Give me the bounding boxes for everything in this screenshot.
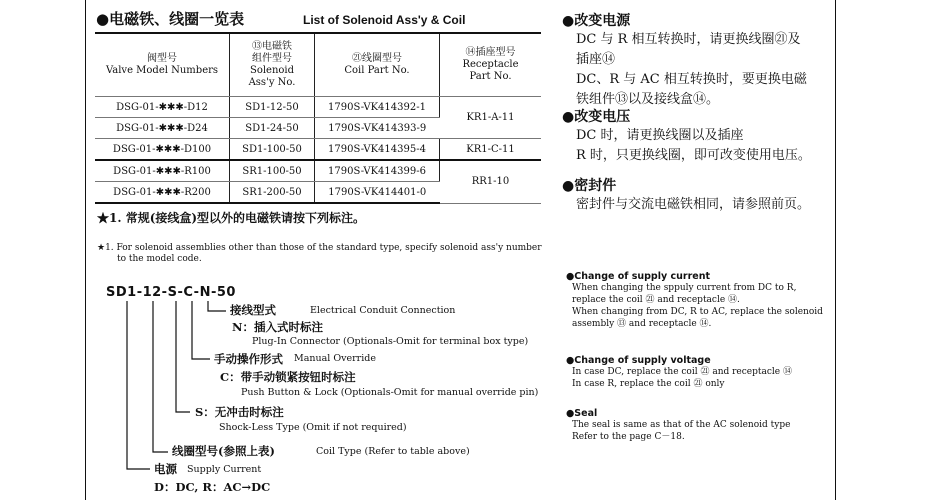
header-coil-cn: ㉑线圈型号 xyxy=(352,53,402,64)
right-cn-section-seal xyxy=(562,175,832,215)
label-supply-en: Supply Current xyxy=(187,464,262,475)
label-supply-types: D：DC, R：AC→DC xyxy=(154,480,271,494)
cell-coil: 1790S-VK414395-4 xyxy=(315,139,440,161)
section-line: 插座⑭ xyxy=(576,52,616,67)
cell-solenoid: SD1-100-50 xyxy=(230,139,315,161)
leader-conduit xyxy=(208,301,226,311)
cell-coil: 1790S-VK414392-1 xyxy=(315,97,440,118)
section-heading: ●Seal xyxy=(566,408,598,419)
section-line: When changing the sppuly current from DC to R, xyxy=(572,283,797,293)
right-cn-section-voltage xyxy=(562,106,832,166)
label-plugin-cn: N：插入式时标注 xyxy=(232,320,324,334)
cell-receptacle: RR1-10 xyxy=(440,160,542,203)
cell-valve: DSG-01-✱✱✱-D100 xyxy=(95,139,230,161)
cell-solenoid: SR1-200-50 xyxy=(230,182,315,204)
section-line: 铁组件⑬以及接线盒⑭。 xyxy=(576,92,720,107)
cell-coil: 1790S-VK414399-6 xyxy=(315,160,440,182)
model-code: SD1-12-S-C-N-50 xyxy=(106,285,236,300)
cell-valve: DSG-01-✱✱✱-R200 xyxy=(95,182,230,204)
table-title-en: List of Solenoid Ass'y & Coil xyxy=(303,13,466,27)
section-heading: ●Change of supply current xyxy=(566,271,711,282)
section-line: DC 时，请更换线圈以及插座 xyxy=(576,128,744,143)
cell-receptacle: KR1-C-11 xyxy=(440,139,542,161)
section-heading: ●改变电压 xyxy=(562,109,631,125)
section-line: 密封件与交流电磁铁相同，请参照前页。 xyxy=(576,197,811,212)
leader-shockless xyxy=(176,301,190,412)
label-coil-type-en: Coil Type (Refer to table above) xyxy=(316,446,470,457)
header-valve-cn: 阀型号 xyxy=(147,53,177,64)
leader-manual-override xyxy=(192,301,210,359)
right-en-section-seal xyxy=(566,408,832,443)
right-cn-section-supply xyxy=(562,10,832,110)
cell-valve: DSG-01-✱✱✱-D24 xyxy=(95,118,230,139)
cell-coil: 1790S-VK414401-0 xyxy=(315,182,440,204)
table-title-cn: ●电磁铁、线圈一览表 xyxy=(96,10,245,28)
leader-supply-current xyxy=(127,301,150,469)
label-plugin-en: Plug-In Connector (Optionals-Omit for terminal box type) xyxy=(252,336,529,347)
header-receptacle-en: Receptacle Part No. xyxy=(462,59,519,82)
note-cn: ★1. 常规(接线盒)型以外的电磁铁请按下列标注。 xyxy=(97,211,366,225)
section-heading: ●Change of supply voltage xyxy=(566,355,711,366)
section-line: DC 与 R 相互转换时，请更换线圈㉑及 xyxy=(576,32,801,47)
header-receptacle-cn: ⑭插座型号 xyxy=(465,47,516,58)
label-supply-cn: 电源 xyxy=(154,462,177,476)
label-shockless-cn: S：无冲击时标注 xyxy=(195,405,284,419)
section-line: DC、R 与 AC 相互转换时，要更换电磁 xyxy=(576,72,807,87)
label-conduit-en: Electrical Conduit Connection xyxy=(310,305,456,316)
header-solenoid-cn: ⑬电磁铁 组件型号 xyxy=(252,41,292,64)
header-solenoid-en: Solenoid Ass'y No. xyxy=(248,65,296,88)
section-line: R 时，只更换线圈，即可改变使用电压。 xyxy=(576,148,811,163)
section-line: The seal is same as that of the AC solenoid type xyxy=(572,420,791,430)
section-line: Refer to the page C－18. xyxy=(572,432,685,442)
label-coil-type-cn: 线圈型号(参照上表) xyxy=(172,444,275,458)
note-en-line2: to the model code. xyxy=(117,254,202,264)
cell-valve: DSG-01-✱✱✱-R100 xyxy=(95,160,230,182)
right-en-section-voltage xyxy=(566,355,832,390)
cell-solenoid: SD1-12-50 xyxy=(230,97,315,118)
cell-solenoid: SR1-100-50 xyxy=(230,160,315,182)
cell-valve: DSG-01-✱✱✱-D12 xyxy=(95,97,230,118)
label-manual-cn: 手动操作形式 xyxy=(214,352,283,366)
section-line: When changing from DC, R to AC, replace the solenoid xyxy=(572,307,823,317)
section-line: replace the coil ㉑ and receptacle ⑭. xyxy=(572,295,740,305)
label-pushbutton-cn: C：带手动锁紧按钮时标注 xyxy=(220,370,356,384)
label-conduit-cn: 接线型式 xyxy=(230,303,276,317)
cell-receptacle: KR1-A-11 xyxy=(440,97,542,139)
cell-solenoid: SD1-24-50 xyxy=(230,118,315,139)
right-en-section-supply xyxy=(566,271,832,330)
section-line: In case DC, replace the coil ㉑ and receptacle ⑭ xyxy=(572,367,792,377)
cell-coil: 1790S-VK414393-9 xyxy=(315,118,440,139)
label-shockless-en: Shock-Less Type (Omit if not required) xyxy=(219,422,407,433)
section-heading: ●密封件 xyxy=(562,178,617,194)
header-valve-en: Valve Model Numbers xyxy=(105,65,219,76)
header-coil-en: Coil Part No. xyxy=(344,65,410,76)
label-manual-en: Manual Override xyxy=(294,353,376,364)
section-line: assembly ⑬ and receptacle ⑭. xyxy=(572,319,712,329)
section-line: In case R, replace the coil ㉑ only xyxy=(572,379,725,389)
label-pushbutton-en: Push Button & Lock (Optionals-Omit for manual override pin) xyxy=(241,387,539,398)
note-en-line1: ★1. For solenoid assemblies other than those of the standard type, specify solenoid ass'y number xyxy=(97,243,542,253)
leader-coil-type xyxy=(153,301,168,452)
section-heading: ●改变电源 xyxy=(562,13,631,29)
